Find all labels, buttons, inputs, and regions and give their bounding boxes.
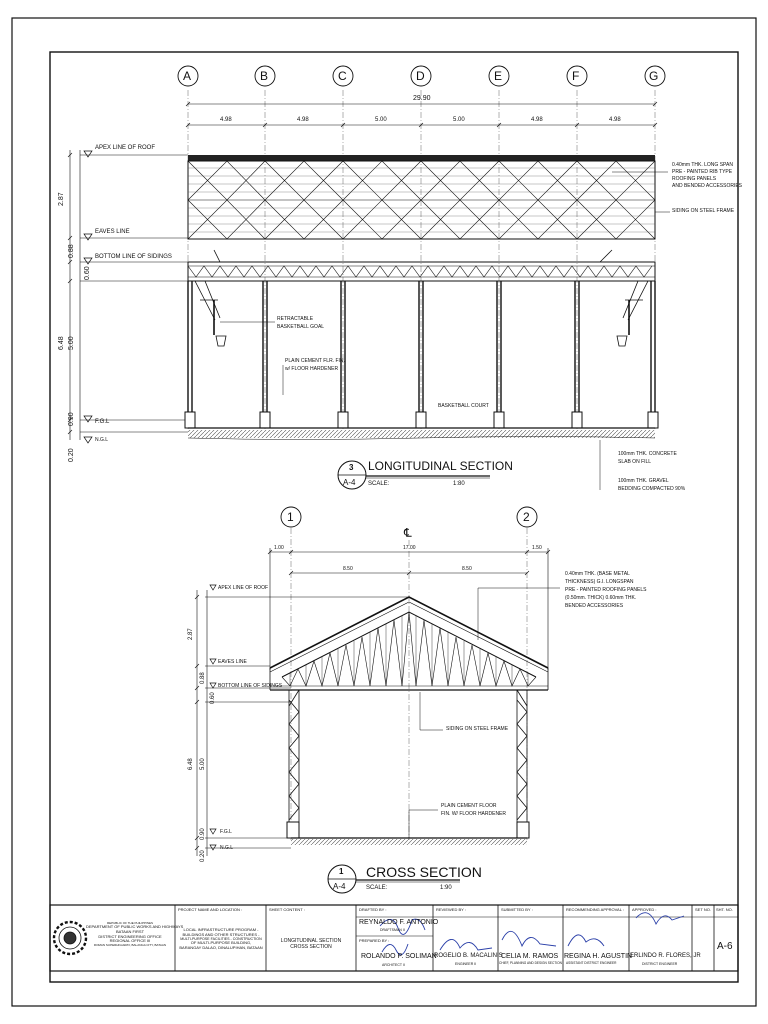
approved-label: APPROVED : <box>632 907 657 912</box>
bay-dim-3: 5.00 <box>375 117 387 123</box>
cross-roofing-note-2: THICKNESS) G.I. LONGSPAN <box>565 579 634 585</box>
outer-border <box>12 18 756 1006</box>
cross-floor-note-1: PLAIN CEMENT FLOOR <box>441 803 497 809</box>
agency-line: DEPARTMENT OF PUBLIC WORKS AND HIGHWAYS <box>86 924 184 930</box>
grid-label-g: G <box>649 69 659 83</box>
grid-label-a: A <box>183 69 192 83</box>
court-label: BASKETBALL COURT <box>438 403 489 409</box>
columns <box>188 281 655 412</box>
cross-section-ref: A-4 <box>333 882 346 891</box>
recommending-title: ASSISTANT DISTRICT ENGINEER <box>566 961 617 965</box>
cross-vdim-0-20: 0.20 <box>200 850 206 862</box>
prepared-title: ARCHITECT II <box>382 963 405 967</box>
cross-half-left: 8.50 <box>343 566 353 572</box>
sheet-number: A-6 <box>717 941 733 952</box>
cross-ngl-label: N.G.L <box>220 845 234 851</box>
ngl-label: N.G.L <box>95 437 109 443</box>
cross-half-right: 8.50 <box>462 566 472 572</box>
vdim-0-20: 0.20 <box>68 448 75 462</box>
submitted-label: SUBMITTED BY : <box>501 907 533 912</box>
project-block <box>178 928 264 951</box>
bottom-sidings-label: BOTTOM LINE OF SIDINGS <box>95 254 172 260</box>
section-ref: A-4 <box>343 478 356 487</box>
project-line: MULTI-PURPOSE FACILITIES - CONSTRUCTION <box>180 937 262 942</box>
set-no-label: SET NO. <box>695 907 711 912</box>
cross-eaves-label: EAVES LINE <box>218 659 247 665</box>
cross-dim-right: 1.50 <box>532 545 542 551</box>
gravel-note-1: 100mm THK. GRAVEL <box>618 478 669 484</box>
cross-apex-label: APEX LINE OF ROOF <box>218 585 269 591</box>
scale-label: SCALE: <box>368 481 390 487</box>
slab-note-1: 100mm THK. CONCRETE <box>618 451 677 457</box>
siding-note: SIDING ON STEEL FRAME <box>672 208 735 214</box>
sheet-content-block <box>268 939 354 951</box>
prepared-name: ROLANDO P. SOLIMAN <box>361 953 437 960</box>
cross-fgl-label: F.G.L <box>220 829 232 835</box>
bay-dim-2: 4.98 <box>297 117 309 123</box>
cross-roofing-note-4: (0.50mm. THICK) 0.60mm THK. <box>565 595 637 601</box>
cross-section <box>195 507 560 893</box>
vdim-2-87: 2.87 <box>58 192 65 206</box>
cross-scale-label: SCALE: <box>366 885 388 891</box>
bay-dim-1: 4.98 <box>220 117 232 123</box>
sheet-content-label: SHEET CONTENT : <box>269 907 305 912</box>
agency-line: REGIONAL OFFICE III <box>109 938 151 944</box>
drafted-name: REYNALDO F. ANTONIO <box>359 919 439 926</box>
project-label: PROJECT NAME AND LOCATION : <box>178 907 243 912</box>
approved-name: ERLINDO R. FLORES, JR <box>630 953 701 959</box>
project-line: LOCAL INFRASTRUCTURE PROGRAM - <box>183 927 259 932</box>
apex-line-label: APEX LINE OF ROOF <box>95 145 156 151</box>
project-line: BUILDINGS AND OTHER STRUCTURES - <box>182 931 260 937</box>
vdim-5-00: 5.00 <box>68 336 75 350</box>
centerline-mark: ℄ <box>404 526 412 540</box>
basketball-goal-left <box>195 250 226 346</box>
project-line: OF MULTI-PURPOSE BUILDING, <box>190 940 252 946</box>
prepared-label: PREPARED BY : <box>359 938 390 943</box>
agency-line: ROMAN SUPERHIGHWAY, BALANGA CITY, BATAAN <box>93 942 167 947</box>
goal-note-1: RETRACTABLE <box>277 316 314 322</box>
agency-line: REPUBLIC OF THE PHILIPPINES <box>106 921 154 925</box>
grid-label-b: B <box>260 69 269 83</box>
sheet-content-line: CROSS SECTION <box>290 943 332 950</box>
vdim-0-60: 0.60 <box>84 266 91 280</box>
cross-roofing-note-3: PRE - PAINTED ROOFING PANELS <box>565 587 647 593</box>
level-lines <box>80 155 188 432</box>
cross-vdim-2-87: 2.87 <box>188 628 194 640</box>
vdim-0-90: 0.90 <box>68 412 75 426</box>
eaves-line-label: EAVES LINE <box>95 229 130 235</box>
bay-dim-5: 4.98 <box>531 117 543 123</box>
section-number: 3 <box>349 463 354 472</box>
vdim-0-88: 0.88 <box>68 244 75 258</box>
project-line: BARANGAY DALAO, DINALUPIHAN, BATAAN <box>179 944 263 950</box>
roofing-note-line: 0.40mm THK. LONG SPAN <box>672 162 733 168</box>
approved-title: DISTRICT ENGINEER <box>642 962 678 966</box>
cross-scale-value: 1:90 <box>440 885 452 891</box>
vdim-6-48: 6.48 <box>58 336 65 350</box>
grid-label-f: F <box>572 69 580 83</box>
cross-roofing-note-5: BENDED ACCESSORIES <box>565 603 624 609</box>
recommending-name: REGINA H. AGUSTIN <box>564 953 633 960</box>
basketball-goal-right <box>600 250 648 346</box>
bay-dim-6: 4.98 <box>609 117 621 123</box>
agency-block <box>86 921 184 947</box>
cross-roofing-note-1: 0.40mm THK. (BASE METAL <box>565 571 630 577</box>
section-title: LONGITUDINAL SECTION <box>368 459 513 473</box>
recommending-label: RECOMMENDING APPROVAL : <box>566 907 625 912</box>
bay-dim-4: 5.00 <box>453 117 465 123</box>
submitted-title: CHIEF, PLANNING AND DESIGN SECTION <box>499 961 562 965</box>
cross-section-number: 1 <box>339 867 344 876</box>
cross-dim-span: 17.00 <box>403 545 416 551</box>
dpwh-seal <box>54 922 86 954</box>
agency-line: BATAAN FIRST <box>115 929 145 935</box>
cross-vdim-6-48: 6.48 <box>188 758 194 770</box>
cross-section-title: CROSS SECTION <box>366 864 482 880</box>
drafted-title: DRAFTSMAN II <box>380 928 405 932</box>
roofing-note <box>672 163 742 189</box>
grid-label-e: E <box>494 69 503 83</box>
reviewed-title: ENGINEER II <box>455 962 477 966</box>
roofing-note-line: AND BENDED ACCESSORIES <box>672 183 743 189</box>
sht-no-label: SHT. NO. <box>716 907 733 912</box>
roofing-note-line: ROOFING PANELS <box>672 176 717 182</box>
cross-vdim-0-60: 0.60 <box>210 692 216 704</box>
floor-note-2: w/ FLOOR HARDENER <box>285 366 339 372</box>
floor-note-1: PLAIN CEMENT FLR. FIN. <box>285 358 345 364</box>
cross-dim-left: 1.00 <box>274 545 284 551</box>
cross-floor-note-2: FIN. W/ FLOOR HARDENER <box>441 811 507 817</box>
reviewed-name: ROGELIO B. MACALINIS <box>434 953 503 959</box>
cross-siding-note: SIDING ON STEEL FRAME <box>446 726 509 732</box>
slab-note-2: SLAB ON FILL <box>618 459 652 465</box>
cross-vdim-5-00: 5.00 <box>200 758 206 770</box>
scale-value: 1:80 <box>453 481 465 487</box>
overall-dimension: 29.90 <box>413 95 431 102</box>
grid-label-1: 1 <box>287 510 294 524</box>
grid-label-c: C <box>338 69 347 83</box>
cross-bottom-sidings-label: BOTTOM LINE OF SIDINGS <box>218 683 283 689</box>
submitted-name: CELIA M. RAMOS <box>501 953 559 960</box>
roofing-note-line: PRE - PAINTED RIB TYPE <box>672 169 733 175</box>
goal-note-2: BASKETBALL GOAL <box>277 324 325 330</box>
longitudinal-section <box>68 66 670 490</box>
fgl-label: F.G.L <box>95 419 110 425</box>
grid-label-d: D <box>416 69 425 83</box>
grid-label-2: 2 <box>523 510 530 524</box>
cross-vdim-0-88: 0.88 <box>200 672 206 684</box>
gravel-note-2: BEDDING COMPACTED 90% <box>618 486 686 492</box>
drafted-label: DRAFTED BY : <box>359 907 387 912</box>
cross-vdim-0-90: 0.90 <box>200 828 206 840</box>
reviewed-label: REVIEWED BY : <box>436 907 466 912</box>
agency-line: DISTRICT ENGINEERING OFFICE <box>98 933 162 939</box>
sheet-content-line: LONGITUDINAL SECTION <box>280 938 342 944</box>
